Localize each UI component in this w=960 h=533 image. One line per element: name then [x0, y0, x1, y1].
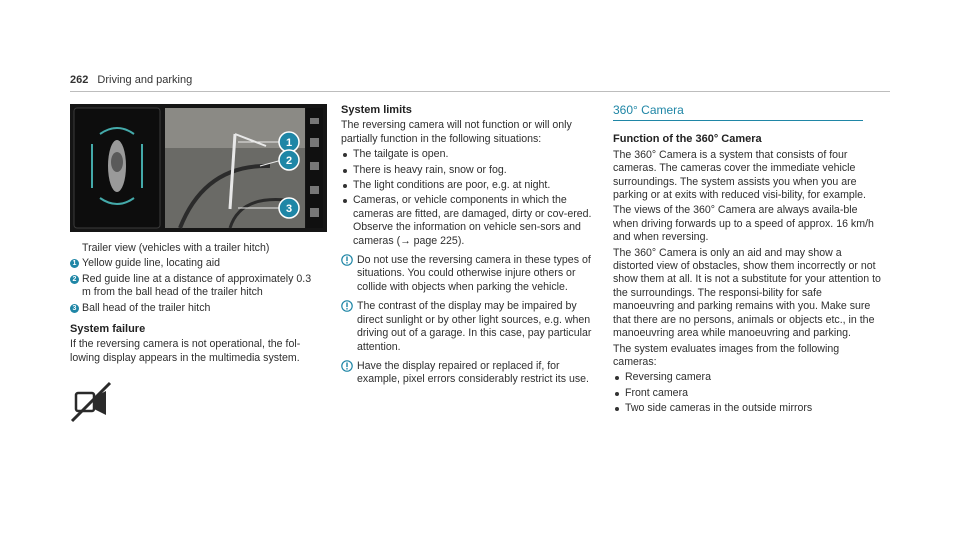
- note-1: [341, 254, 597, 294]
- paragraph-2: The views of the 360° Camera are always availa-ble when driving forwards up to a speed of approx. 16 km/h and when reversing.: [613, 204, 874, 244]
- column-system-limits: [341, 104, 597, 391]
- paragraph-4: The system evaluates images from the following cameras:: [613, 342, 840, 368]
- function-heading: Function of the 360° Camera: [613, 133, 762, 146]
- system-failure-text: If the reversing camera is not operational, the fol-lowing display appears in the multimedia system.: [70, 338, 301, 364]
- list-item: Cameras, or vehicle components in which the cameras are fitted, are damaged, dirty or cov-ered. Observe the information on vehicle sen-sors and cameras (→ page 225).: [341, 194, 597, 248]
- note-text-1: Do not use the reversing camera in these types of situations. You could otherwise injure others or collide with objects when parking the vehicle.: [357, 254, 591, 293]
- list-item: There is heavy rain, snow or fog.: [341, 164, 597, 177]
- note-icon: [341, 360, 353, 372]
- section-title: Driving and parking: [97, 74, 193, 86]
- legend-text-3: Ball head of the trailer hitch: [82, 301, 211, 314]
- trailer-view-image: [70, 104, 327, 232]
- page-header: [70, 74, 192, 86]
- header-divider: [70, 91, 890, 92]
- legend-number-2: 2: [70, 275, 79, 284]
- note-3: [341, 360, 597, 387]
- system-failure-heading: System failure: [70, 323, 146, 336]
- camera-failure-icon: [70, 381, 120, 425]
- page-number: 262: [70, 74, 89, 86]
- system-limits-intro: The reversing camera will not function or will only partially function in the following situations:: [341, 119, 572, 145]
- list-item: Front camera: [613, 387, 881, 400]
- trailer-view-graphic: [70, 104, 327, 232]
- section-heading-360-camera: 360° Camera: [613, 103, 684, 117]
- marker-2-label: 2: [285, 155, 293, 167]
- note-text-2: The contrast of the display may be impaired by direct sunlight or by other light sources, e.g. when driving out of a garage. In this case, pay particular attention.: [357, 300, 592, 353]
- note-icon: [341, 254, 353, 266]
- legend-item-1: [70, 257, 320, 270]
- column-trailer-view: [70, 104, 320, 430]
- camera-list: [613, 371, 881, 415]
- note-icon: [341, 300, 353, 312]
- list-item: Reversing camera: [613, 371, 881, 384]
- list-item: Two side cameras in the outside mirrors: [613, 402, 881, 415]
- system-limits-list: [341, 148, 597, 248]
- list-item: The light conditions are poor, e.g. at night.: [341, 179, 597, 192]
- note-2: [341, 300, 597, 354]
- legend-text-2: Red guide line at a distance of approximately 0.3 m from the ball head of the trailer hitch: [82, 272, 312, 299]
- paragraph-1: The 360° Camera is a system that consists of four cameras. The cameras cover the immediate vehicle surroundings. The system assists you when you are parking or at exits with reduced visi-bility, for example.: [613, 148, 866, 202]
- section-heading-rule: [613, 120, 863, 121]
- note-text-3: Have the display repaired or replaced if, for example, pixel errors considerably restrict its use.: [357, 359, 589, 386]
- legend-number-1: 1: [70, 259, 79, 268]
- legend-text-1: Yellow guide line, locating aid: [82, 257, 221, 270]
- column-360-camera: [613, 104, 881, 418]
- figure-caption: Trailer view (vehicles with a trailer hitch): [82, 242, 270, 254]
- legend-number-3: 3: [70, 304, 79, 313]
- list-item: The tailgate is open.: [341, 148, 597, 161]
- system-limits-heading: System limits: [341, 104, 412, 116]
- marker-1-label: 1: [285, 137, 293, 149]
- marker-3-label: 3: [285, 203, 293, 215]
- paragraph-3: The 360° Camera is only an aid and may show a distorted view of obstacles, show them incorrectly or not show them at all. It is not a substitute for your attention to the surroundings. The responsi-bility for safe manoeuvring and parking remains with you. Make sure that there are no persons, animals or objects etc., in the manoeuvring area while manoeuvring and parking.: [613, 246, 881, 340]
- legend-item-3: [70, 302, 320, 315]
- legend-item-2: [70, 273, 320, 300]
